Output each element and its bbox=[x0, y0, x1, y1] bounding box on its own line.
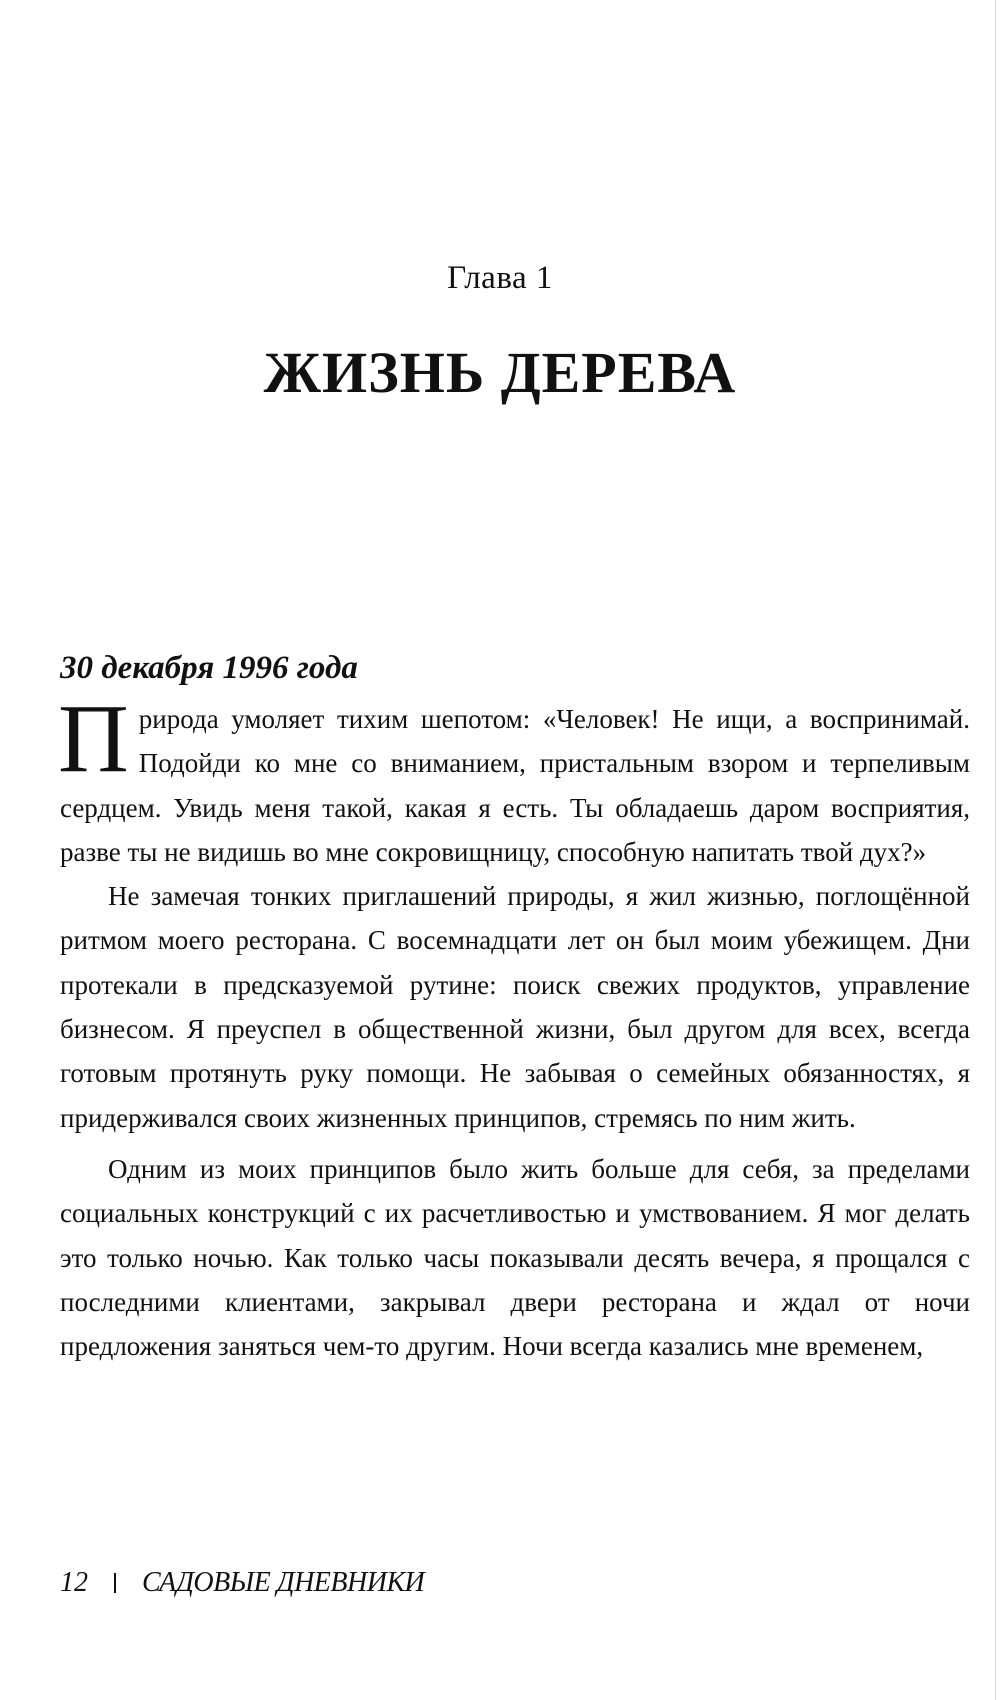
page-footer bbox=[60, 1565, 424, 1601]
entry-date-heading: 30 декабря 1996 года bbox=[60, 650, 358, 686]
paragraph-1-text: рирода умоляет тихим шепотом: «Человек! Не ищи, а воспринимай. Подойди ко мне со вниманием, пристальным взором и терпеливым сердцем. Увидь меня такой, какая я есть. Ты обладаешь даром восприятия, разве ты не видишь во мне сокровищницу, способную напитать твой дух?» bbox=[60, 704, 970, 867]
page-number: 12 bbox=[60, 1567, 88, 1598]
paragraph-2: Не замечая тонких приглашений природы, я жил жизнью, поглощённой ритмом моего ресторана. С восемнадцати лет он был моим убежищем. Дни протекали в предсказуемой рутине: поиск свежих продуктов, управление бизнесом. Я преуспел в общественной жизни, был другом для всех, всегда готовым протянуть руку помощи. Не забывая о семейных обязанностях, я придерживался своих жизненных принципов, стремясь по ним жить. bbox=[60, 881, 970, 1133]
paragraph-3: Одним из моих принципов было жить больше для себя, за пределами социальных конструкций с их расчетливостью и умствованием. Я мог делать это только ночью. Как только часы показывали десять вечера, я прощался с последними клиентами, закрывал двери ресторана и ждал от ночи предложения заняться чем-то другим. Ночи всегда казались мне временем, bbox=[60, 1153, 970, 1362]
footer-separator bbox=[114, 1573, 116, 1593]
drop-cap-letter: П bbox=[58, 685, 129, 793]
running-title: САДОВЫЕ ДНЕВНИКИ bbox=[142, 1567, 425, 1598]
chapter-title: ЖИЗНЬ ДЕРЕВА bbox=[263, 340, 737, 405]
page-edge-line bbox=[995, 0, 996, 1700]
chapter-label: Глава 1 bbox=[447, 260, 553, 296]
body-text bbox=[58, 685, 970, 1368]
paragraph-1 bbox=[58, 685, 970, 874]
